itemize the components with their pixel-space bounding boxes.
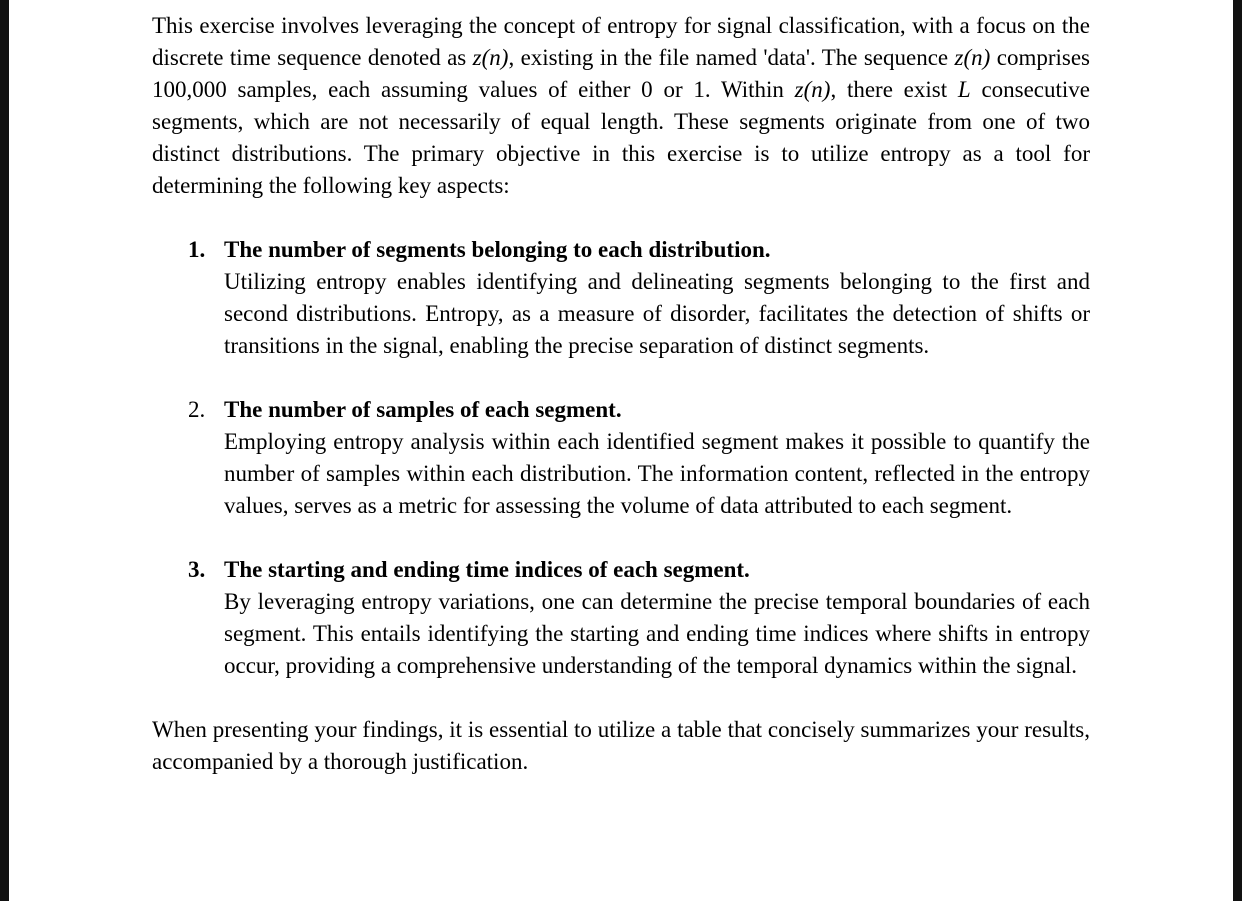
intro-paragraph (152, 10, 1090, 202)
list-item-title: The number of samples of each segment. (224, 397, 622, 422)
list-item (152, 394, 1090, 522)
document-page (9, 0, 1233, 901)
list-item (152, 554, 1090, 682)
list-item (152, 234, 1090, 362)
list-item-body: Employing entropy analysis within each identified segment makes it possible to quantify the number of samples within each distribution. The information content, reflected in the entropy values, serves as a metric for assessing the volume of data attributed to each segment. (224, 429, 1090, 518)
intro-text-1: This exercise involves leveraging the concept of entropy for signal classification, with a focus on the discrete time sequence denoted as (152, 13, 1090, 70)
sequence-symbol: z(n) (472, 45, 509, 70)
list-item-body: By leveraging entropy variations, one can determine the precise temporal boundaries of each segment. This entails identifying the starting and ending time indices where shifts in entropy occur, providing a comprehensive understanding of the temporal dynamics within the signal. (224, 589, 1090, 678)
list-item-number: 2. (188, 397, 206, 422)
document-content (152, 10, 1090, 778)
intro-text-5: consecutive segments, which are not necessarily of equal length. These segments originate from one of two distinct distributions. The primary objective in this exercise is to utilize entropy as a tool for determining the following key aspects: (152, 77, 1091, 198)
list-item-number: 1. (188, 237, 206, 262)
key-aspects-list (152, 234, 1090, 682)
list-item-body: Utilizing entropy enables identifying and delineating segments belonging to the first and second distributions. Entropy, as a measure of disorder, facilitates the detection of shifts or transitions in the signal, enabling the precise separation of distinct segments. (224, 269, 1090, 358)
list-item-title: The starting and ending time indices of each segment. (224, 557, 750, 582)
sequence-symbol: z(n) (954, 45, 991, 70)
segment-count-symbol: L (957, 77, 971, 102)
sequence-symbol: z(n) (794, 77, 831, 102)
intro-text-2: , existing in the file named 'data'. The sequence (508, 45, 955, 70)
intro-text-4: , there exist (830, 77, 958, 102)
list-item-number: 3. (188, 557, 206, 582)
closing-paragraph: When presenting your findings, it is essential to utilize a table that concisely summarizes your results, accompanied by a thorough justification. (152, 717, 1090, 774)
intro-text-3: comprises 100,000 samples, each assuming values of either 0 or 1. Within (152, 45, 1090, 102)
list-item-title: The number of segments belonging to each distribution. (224, 237, 771, 262)
